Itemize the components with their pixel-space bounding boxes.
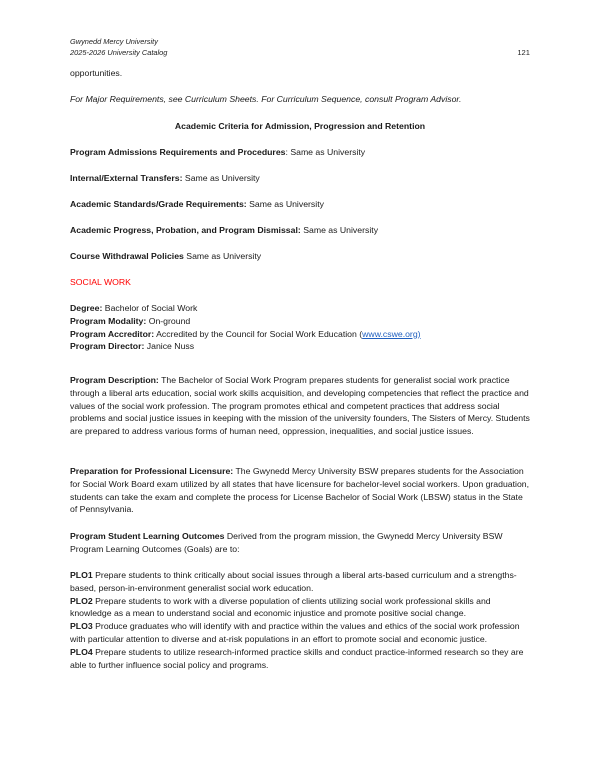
criteria-value: Same as University bbox=[186, 251, 262, 261]
criteria-value: Same as University bbox=[184, 173, 260, 183]
criteria-label: Internal/External Transfers: bbox=[70, 173, 183, 183]
director-line: Program Director: Janice Nuss bbox=[70, 341, 195, 352]
continuation-text: opportunities. bbox=[70, 68, 123, 78]
header-catalog: 2025-2026 University Catalog bbox=[70, 48, 168, 57]
plo-item: PLO3 Produce graduates who will identify with and practice within the values and ethics of the social work profession with particular attention to diverse and at-risk populations in an effort to promote social and economic justice. bbox=[70, 621, 520, 644]
criteria-item bbox=[70, 250, 530, 263]
academic-criteria-heading: Academic Criteria for Admission, Progression and Retention bbox=[174, 121, 426, 131]
program-heading: SOCIAL WORK bbox=[70, 277, 131, 287]
criteria-value: Same as University bbox=[249, 199, 324, 209]
major-requirements-note: For Major Requirements, see Curriculum Sheets. For Curriculum Sequence, consult Program Advisor. bbox=[70, 94, 462, 104]
plo-item: PLO4 Prepare students to utilize research-informed practice skills and conduct practice-informed research so they are able to further influence social policy and programs. bbox=[70, 646, 524, 670]
licensure-paragraph: Preparation for Professional Licensure: The Gwynedd Mercy University BSW prepares students for the Association for Social Work Board exam utilized by all states that have licensure for bachelor-level social workers. Upon graduation, students can take the exam and complete the process for License Bachelor of Social Work (LBSW) status in the State of Pennsylvania. bbox=[70, 466, 530, 515]
criteria-label: Academic Progress, Probation, and Program Dismissal: bbox=[70, 225, 301, 235]
criteria-item bbox=[70, 198, 530, 211]
criteria-value: Same as University bbox=[303, 225, 379, 235]
criteria-item: Program Admissions Requirements and Procedures: Same as University bbox=[70, 147, 366, 157]
criteria-item bbox=[70, 172, 530, 185]
program-description: Program Description: The Bachelor of Social Work Program prepares students for generalist social work practice through a liberal arts education, social work skills acquisition, and developing competencies that reflect the practice and values of the social work profession. The program promotes ethical and competent practices that address social problems and social justice issues in keeping with the mission of the university founders, The Sisters of Mercy. Students are prepared to address various forms of human need, oppression, inequalities, and social justice issues. bbox=[70, 375, 530, 437]
header-institution: Gwynedd Mercy University bbox=[70, 37, 158, 46]
page-number: 121 bbox=[517, 48, 530, 57]
plo-item: PLO2 Prepare students to work with a diverse population of clients utilizing social work professional skills and knowledge as a mean to understand social and economic injustice and promote positive social change. bbox=[70, 595, 491, 619]
learning-outcomes-intro: Program Student Learning Outcomes Derived from the program mission, the Gwynedd Mercy University BSW Program Learning Outcomes (Goals) are to: bbox=[70, 531, 503, 554]
cswe-link[interactable]: www.cswe.org) bbox=[362, 328, 421, 339]
plo-item: PLO1 Prepare students to think critically about social issues through a liberal arts-based curriculum and a strengths-based, person-in-environment generalist social work education. bbox=[70, 570, 517, 593]
plo-list bbox=[70, 569, 530, 671]
running-header bbox=[70, 36, 530, 58]
criteria-label: Academic Standards/Grade Requirements: bbox=[70, 199, 247, 209]
criteria-value: Same as University bbox=[290, 147, 366, 157]
criteria-label: Course Withdrawal Policies bbox=[70, 251, 184, 261]
accreditor-line: Program Accreditor: Accredited by the Council for Social Work Education (www.cswe.org) bbox=[70, 328, 421, 339]
degree-line: Degree: Bachelor of Social Work bbox=[70, 303, 198, 313]
modality-line: Program Modality: On-ground bbox=[70, 315, 191, 326]
criteria-label: Program Admissions Requirements and Procedures bbox=[70, 147, 286, 157]
criteria-item bbox=[70, 224, 530, 237]
program-info-block bbox=[70, 302, 530, 353]
